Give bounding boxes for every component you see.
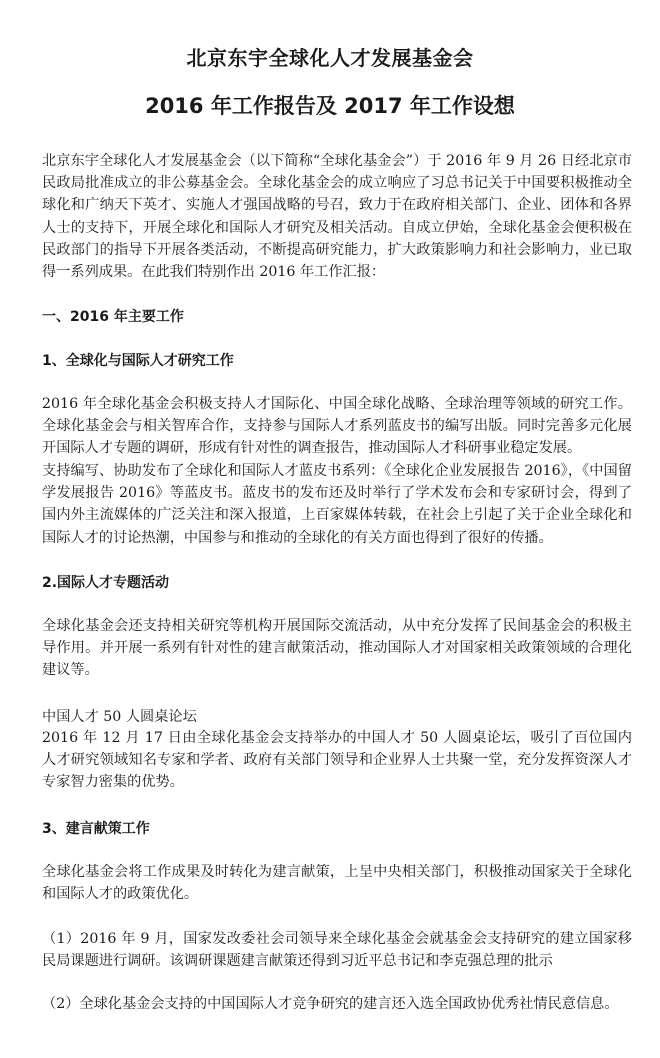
subsection-2-heading: 2.国际人才专题活动 (42, 575, 170, 591)
subsection-1-paragraph-2: 支持编写、协助发布了全球化和国际人才蓝皮书系列：《全球化企业发展报告 2016》，《中国留学发展报告 2016》等蓝皮书。蓝皮书的发布还及时举行了学术发布会和专家研讨会，得到了国内外主流媒体的广泛关注和深入报道，上百家媒体转载，在社会上引起了关于企业全球化和国际人才的讨论热潮，中国参与和推动的全球化的有关方面也得到了很好的传播。 (42, 463, 632, 546)
event-title: 中国人才 50 人圆桌论坛 (42, 709, 197, 725)
document-title: 北京东宇全球化人才发展基金会 (186, 46, 474, 70)
list-item: （1）2016 年 9 月，国家发改委社会司领导来全球化基金会就基金会支持研究的建立国家移民局课题进行调研。该调研课题建言献策还得到习近平总书记和李克强总理的批示 (42, 931, 632, 970)
section-1-heading: 一、2016 年主要工作 (42, 309, 184, 325)
subsection-2-paragraph-1: 全球化基金会还支持相关研究等机构开展国际交流活动，从中充分发挥了民间基金会的积极主导作用。并开展一系列有针对性的建言献策活动，推动国际人才对国家相关政策领域的合理化建议等。 (42, 618, 632, 679)
subsection-1-heading: 1、全球化与国际人才研究工作 (42, 353, 234, 369)
subsection-3-heading: 3、建言献策工作 (42, 821, 150, 837)
document-subtitle: 2016 年工作报告及 2017 年工作设想 (145, 94, 515, 118)
subsection-3-paragraph-1: 全球化基金会将工作成果及时转化为建言献策，上呈中央相关部门，积极推动国家关于全球化和国际人才的政策优化。 (42, 864, 632, 903)
intro-paragraph: 北京东宇全球化人才发展基金会（以下简称“全球化基金会”）于 2016 年 9 月 26 日经北京市民政局批准成立的非公募基金会。全球化基金会的成立响应了习总书记关于中国要积极推动全球化和广纳天下英才、实施人才强国战略的号召，致力于在政府相关部门、企业、团体和各界人士的支持下，开展全球化和国际人才研究及相关活动。自成立伊始，全球化基金会便积极在民政部门的指导下开展各类活动，不断提高研究能力，扩大政策影响力和社会影响力，业已取得一系列成果。在此我们特别作出 2016 年工作汇报： (42, 153, 632, 281)
event-paragraph: 2016 年 12 月 17 日由全球化基金会支持举办的中国人才 50 人圆桌论坛，吸引了百位国内人才研究领域知名专家和学者、政府有关部门领导和企业界人士共聚一堂，充分发挥资深人才专家智力密集的优势。 (42, 730, 632, 791)
subsection-1-paragraph-1: 2016 年全球化基金会积极支持人才国际化、中国全球化战略、全球治理等领域的研究工作。全球化基金会与相关智库合作，支持参与国际人才系列蓝皮书的编写出版。同时完善多元化展开国际人才专题的调研，形成有针对性的调查报告，推动国际人才科研事业稳定发展。 (42, 396, 632, 457)
list-item: （2）全球化基金会支持的中国国际人才竞争研究的建言还入选全国政协优秀社情民意信息。 (42, 996, 619, 1012)
